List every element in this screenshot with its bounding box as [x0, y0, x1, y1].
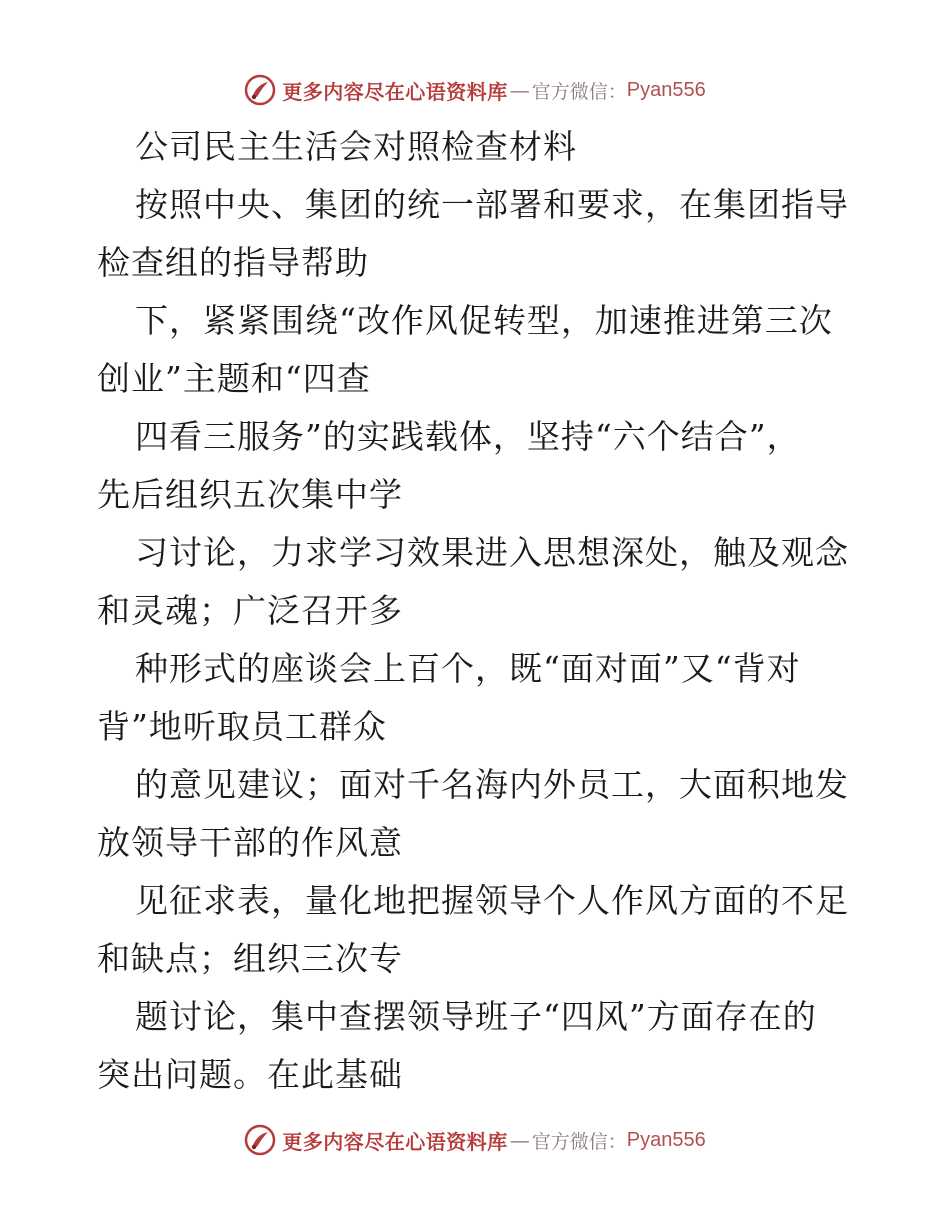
wechat-handle: Pyan556 [626, 78, 706, 101]
wechat-label: 官方微信： [531, 80, 627, 103]
site-name: 更多内容尽在心语资料库 [282, 79, 508, 104]
text-line: 背”地听取员工群众 [97, 707, 387, 746]
text-line: 下，紧紧围绕“改作风促转型，加速推进第三次 [135, 301, 833, 340]
text-line: 突出问题。在此基础 [97, 1055, 403, 1094]
text-line: 和缺点；组织三次专 [97, 939, 403, 978]
brush-logo-icon [244, 74, 276, 106]
banner-separator: — [509, 78, 530, 102]
document-body [97, 118, 857, 1104]
text-line: 放领导干部的作风意 [97, 823, 403, 862]
text-line: 和灵魂；广泛召开多 [97, 591, 403, 630]
text-line: 创业”主题和“四查 [97, 359, 371, 398]
text-line: 按照中央、集团的统一部署和要求，在集团指导 [135, 185, 849, 224]
banner-separator: — [509, 1128, 530, 1152]
text-line: 见征求表，量化地把握领导个人作风方面的不足 [135, 881, 849, 920]
text-line: 的意见建议；面对千名海内外员工，大面积地发 [135, 765, 849, 804]
text-line: 习讨论，力求学习效果进入思想深处，触及观念 [135, 533, 849, 572]
wechat-label: 官方微信： [531, 1130, 627, 1153]
brush-logo-icon [244, 1124, 276, 1156]
wechat-handle: Pyan556 [626, 1128, 706, 1151]
header-banner [0, 70, 950, 110]
footer-banner [0, 1120, 950, 1160]
text-line: 先后组织五次集中学 [97, 475, 403, 514]
document-title: 公司民主生活会对照检查材料 [135, 127, 577, 166]
site-name: 更多内容尽在心语资料库 [282, 1129, 508, 1154]
text-line: 种形式的座谈会上百个，既“面对面”又“背对 [135, 649, 801, 688]
text-line: 检查组的指导帮助 [97, 243, 369, 282]
text-line: 四看三服务”的实践载体，坚持“六个结合”， [135, 417, 801, 456]
text-line: 题讨论，集中查摆领导班子“四风”方面存在的 [135, 997, 817, 1036]
